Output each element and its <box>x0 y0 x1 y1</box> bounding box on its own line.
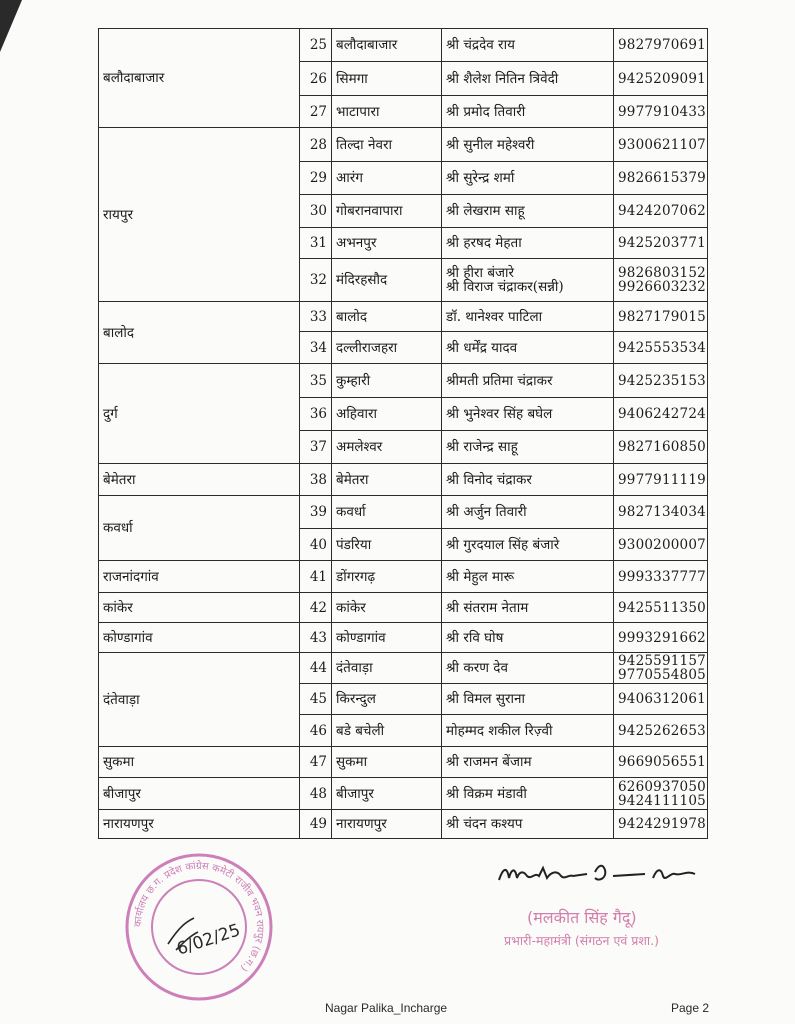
phone-number: 9424111105 <box>618 792 706 809</box>
nagar-palika-cell: बडे बचेली <box>332 715 442 747</box>
phone-cell <box>614 561 708 593</box>
phone-number: 9826615379 <box>618 170 706 186</box>
phone-cell <box>614 778 708 810</box>
serial-number-cell: 29 <box>300 162 332 195</box>
nagar-palika-cell: कोण्डागांव <box>332 623 442 653</box>
handwritten-signature <box>495 850 705 890</box>
district-cell: बीजापुर <box>99 778 300 810</box>
incharge-name: श्री प्रमोद तिवारी <box>446 103 526 120</box>
district-cell: बालोद <box>99 302 300 364</box>
nagar-palika-cell: कांकेर <box>332 593 442 623</box>
phone-cell <box>614 623 708 653</box>
incharge-name: श्री विनोद चंद्राकर <box>446 471 532 488</box>
phone-number: 9993291662 <box>618 629 706 646</box>
incharge-name: मोहम्मद शकील रिज़्वी <box>446 722 553 739</box>
phone-cell <box>614 810 708 839</box>
incharge-name: श्री गुरदयाल सिंह बंजारे <box>446 536 560 553</box>
nagar-palika-cell: दंतेवाड़ा <box>332 653 442 684</box>
incharge-name-cell <box>442 364 614 398</box>
table-row <box>99 302 708 332</box>
scan-corner-mark <box>0 0 22 52</box>
phone-cell <box>614 364 708 398</box>
phone-cell <box>614 747 708 778</box>
phone-number: 9425591157 <box>618 653 706 669</box>
serial-number-cell: 36 <box>300 398 332 431</box>
phone-number: 9300200007 <box>618 536 706 553</box>
phone-number: 9425203771 <box>618 235 706 251</box>
nagar-palika-cell: अभनपुर <box>332 228 442 259</box>
phone-number: 6260937050 <box>618 778 706 795</box>
incharge-name-cell <box>442 810 614 839</box>
phone-cell <box>614 464 708 496</box>
incharge-name-cell <box>442 529 614 561</box>
serial-number-cell: 38 <box>300 464 332 496</box>
signatory-name: (मलकीत सिंह गैदू) <box>527 908 637 927</box>
table-row <box>99 810 708 839</box>
incharge-name: श्री मेहुल मारू <box>446 568 515 585</box>
serial-number-cell: 37 <box>300 431 332 464</box>
nagar-palika-cell: किरन्दुल <box>332 684 442 715</box>
incharge-name-cell <box>442 29 614 62</box>
serial-number-cell: 31 <box>300 228 332 259</box>
incharge-name: श्री चंदन कश्यप <box>446 816 523 832</box>
phone-number: 9827970691 <box>618 37 706 53</box>
incharge-name: श्री राजमन बेंजाम <box>446 754 532 770</box>
phone-number: 9993337777 <box>618 568 706 585</box>
serial-number-cell: 49 <box>300 810 332 839</box>
incharge-name-cell <box>442 259 614 302</box>
phone-cell <box>614 62 708 96</box>
serial-number-cell: 43 <box>300 623 332 653</box>
incharge-name: श्री सुरेन्द्र शर्मा <box>446 170 515 186</box>
incharge-name: श्री विक्रम मंडावी <box>446 785 527 802</box>
phone-number: 9425235153 <box>618 372 706 389</box>
table-row <box>99 464 708 496</box>
serial-number-cell: 30 <box>300 195 332 228</box>
phone-number: 9770554805 <box>618 667 706 683</box>
district-cell: राजनांदगांव <box>99 561 300 593</box>
incharge-name-cell <box>442 398 614 431</box>
district-cell: दंतेवाड़ा <box>99 653 300 747</box>
nagar-palika-cell: तिल्दा नेवरा <box>332 128 442 162</box>
incharge-name: श्री हीरा बंजारे <box>446 265 515 281</box>
table-row <box>99 29 708 62</box>
phone-number: 9425553534 <box>618 339 706 356</box>
table-row <box>99 561 708 593</box>
district-cell: नारायणपुर <box>99 810 300 839</box>
nagar-palika-cell: नारायणपुर <box>332 810 442 839</box>
incharge-name-cell <box>442 431 614 464</box>
district-cell: कांकेर <box>99 593 300 623</box>
stamp-date: 6/02/25 <box>174 920 243 960</box>
serial-number-cell: 47 <box>300 747 332 778</box>
table-row <box>99 496 708 529</box>
nagar-palika-cell: बेमेतरा <box>332 464 442 496</box>
incharge-name: श्री रवि घोष <box>446 629 504 646</box>
district-cell: दुर्ग <box>99 364 300 464</box>
incharge-table <box>98 28 708 839</box>
phone-number: 9826803152 <box>618 265 706 281</box>
phone-number: 9425262653 <box>618 722 706 739</box>
table-row <box>99 128 708 162</box>
phone-number: 9300621107 <box>618 136 706 153</box>
phone-number: 9827179015 <box>618 308 706 325</box>
nagar-palika-cell: अमलेश्वर <box>332 431 442 464</box>
incharge-name: श्री चंद्रदेव राय <box>446 37 515 53</box>
phone-cell <box>614 431 708 464</box>
phone-cell <box>614 715 708 747</box>
footer-page-number: Page 2 <box>671 1001 710 1015</box>
incharge-name: श्री शैलेश नितिन त्रिवेदी <box>446 70 559 87</box>
nagar-palika-cell: मंदिरहसौद <box>332 259 442 302</box>
district-cell: सुकमा <box>99 747 300 778</box>
nagar-palika-cell: डोंगरगढ़ <box>332 561 442 593</box>
serial-number-cell: 45 <box>300 684 332 715</box>
incharge-name-cell <box>442 128 614 162</box>
table-row <box>99 623 708 653</box>
nagar-palika-cell: पंडरिया <box>332 529 442 561</box>
phone-number: 9424207062 <box>618 203 706 219</box>
phone-cell <box>614 529 708 561</box>
phone-cell <box>614 653 708 684</box>
phone-number: 9406242724 <box>618 406 706 422</box>
serial-number-cell: 28 <box>300 128 332 162</box>
phone-cell <box>614 593 708 623</box>
phone-cell <box>614 96 708 128</box>
phone-cell <box>614 195 708 228</box>
nagar-palika-cell: बालोद <box>332 302 442 332</box>
phone-number: 9977910433 <box>618 103 706 120</box>
serial-number-cell: 27 <box>300 96 332 128</box>
district-cell: बलौदाबाजार <box>99 29 300 128</box>
incharge-name: श्री धर्मेंद्र यादव <box>446 339 518 356</box>
nagar-palika-cell: अहिवारा <box>332 398 442 431</box>
nagar-palika-cell: सिमगा <box>332 62 442 96</box>
district-cell: कवर्धा <box>99 496 300 561</box>
nagar-palika-cell: गोबरानवापारा <box>332 195 442 228</box>
nagar-palika-cell: दल्लीराजहरा <box>332 332 442 364</box>
phone-number: 9669056551 <box>618 754 706 770</box>
incharge-name-cell <box>442 302 614 332</box>
incharge-name-cell <box>442 778 614 810</box>
incharge-name-cell <box>442 332 614 364</box>
incharge-name: श्री राजेन्द्र साहू <box>446 439 518 455</box>
serial-number-cell: 44 <box>300 653 332 684</box>
phone-number: 9425209091 <box>618 70 706 87</box>
incharge-name: श्री विराज चंद्राकर(सन्नी) <box>446 279 564 295</box>
incharge-name-cell <box>442 62 614 96</box>
table-row <box>99 747 708 778</box>
nagar-palika-cell: बीजापुर <box>332 778 442 810</box>
table-row <box>99 364 708 398</box>
phone-number: 9977911119 <box>618 471 706 488</box>
table-row <box>99 593 708 623</box>
phone-number: 9406312061 <box>618 691 706 707</box>
serial-number-cell: 35 <box>300 364 332 398</box>
phone-cell <box>614 496 708 529</box>
phone-cell <box>614 259 708 302</box>
district-cell: कोण्डागांव <box>99 623 300 653</box>
incharge-name: श्रीमती प्रतिमा चंद्राकर <box>446 372 553 389</box>
office-stamp-seal <box>124 852 274 1002</box>
nagar-palika-cell: कुम्हारी <box>332 364 442 398</box>
incharge-name: श्री अर्जुन तिवारी <box>446 504 527 520</box>
incharge-name-cell <box>442 228 614 259</box>
serial-number-cell: 39 <box>300 496 332 529</box>
incharge-name-cell <box>442 593 614 623</box>
stamp-ring-text: कार्यालय छ.ग. प्रदेश कांग्रेस कमेटी राजीव भवन रायपुर (छ.ग.) <box>132 860 266 974</box>
signatory-title: प्रभारी-महामंत्री (संगठन एवं प्रशा.) <box>504 933 660 948</box>
incharge-name-cell <box>442 561 614 593</box>
district-cell: बेमेतरा <box>99 464 300 496</box>
nagar-palika-cell: कवर्धा <box>332 496 442 529</box>
phone-cell <box>614 332 708 364</box>
incharge-name-cell <box>442 684 614 715</box>
phone-number: 9926603232 <box>618 279 706 295</box>
incharge-name-cell <box>442 496 614 529</box>
phone-cell <box>614 162 708 195</box>
serial-number-cell: 41 <box>300 561 332 593</box>
incharge-name-cell <box>442 162 614 195</box>
incharge-name-cell <box>442 653 614 684</box>
incharge-name-cell <box>442 464 614 496</box>
incharge-table-body <box>99 29 708 839</box>
phone-number: 9827160850 <box>618 439 706 455</box>
incharge-name: डॉ. थानेश्वर पाटिला <box>446 308 543 325</box>
nagar-palika-cell: सुकमा <box>332 747 442 778</box>
table-row <box>99 653 708 684</box>
nagar-palika-cell: आरंग <box>332 162 442 195</box>
phone-number: 9827134034 <box>618 504 706 520</box>
serial-number-cell: 42 <box>300 593 332 623</box>
footer-document-title: Nagar Palika_Incharge <box>325 1001 448 1015</box>
incharge-name-cell <box>442 623 614 653</box>
phone-cell <box>614 29 708 62</box>
phone-cell <box>614 684 708 715</box>
district-cell: रायपुर <box>99 128 300 302</box>
incharge-name: श्री हरषद मेहता <box>446 235 522 251</box>
incharge-name: श्री भुनेश्वर सिंह बघेल <box>446 406 553 422</box>
incharge-name-cell <box>442 747 614 778</box>
serial-number-cell: 26 <box>300 62 332 96</box>
incharge-name-cell <box>442 195 614 228</box>
phone-number: 9424291978 <box>618 816 706 832</box>
incharge-name-cell <box>442 715 614 747</box>
serial-number-cell: 32 <box>300 259 332 302</box>
phone-cell <box>614 128 708 162</box>
incharge-name: श्री लेखराम साहू <box>446 203 525 219</box>
phone-cell <box>614 398 708 431</box>
serial-number-cell: 48 <box>300 778 332 810</box>
incharge-name: श्री विमल सुराना <box>446 691 525 707</box>
serial-number-cell: 46 <box>300 715 332 747</box>
incharge-name: श्री संतराम नेताम <box>446 599 529 616</box>
incharge-name: श्री सुनील महेश्वरी <box>446 136 535 153</box>
serial-number-cell: 40 <box>300 529 332 561</box>
phone-cell <box>614 302 708 332</box>
incharge-name: श्री करण देव <box>446 660 508 676</box>
serial-number-cell: 33 <box>300 302 332 332</box>
incharge-name-cell <box>442 96 614 128</box>
phone-number: 9425511350 <box>618 599 706 616</box>
table-row <box>99 778 708 810</box>
serial-number-cell: 25 <box>300 29 332 62</box>
phone-cell <box>614 228 708 259</box>
nagar-palika-cell: भाटापारा <box>332 96 442 128</box>
nagar-palika-cell: बलौदाबाजार <box>332 29 442 62</box>
serial-number-cell: 34 <box>300 332 332 364</box>
